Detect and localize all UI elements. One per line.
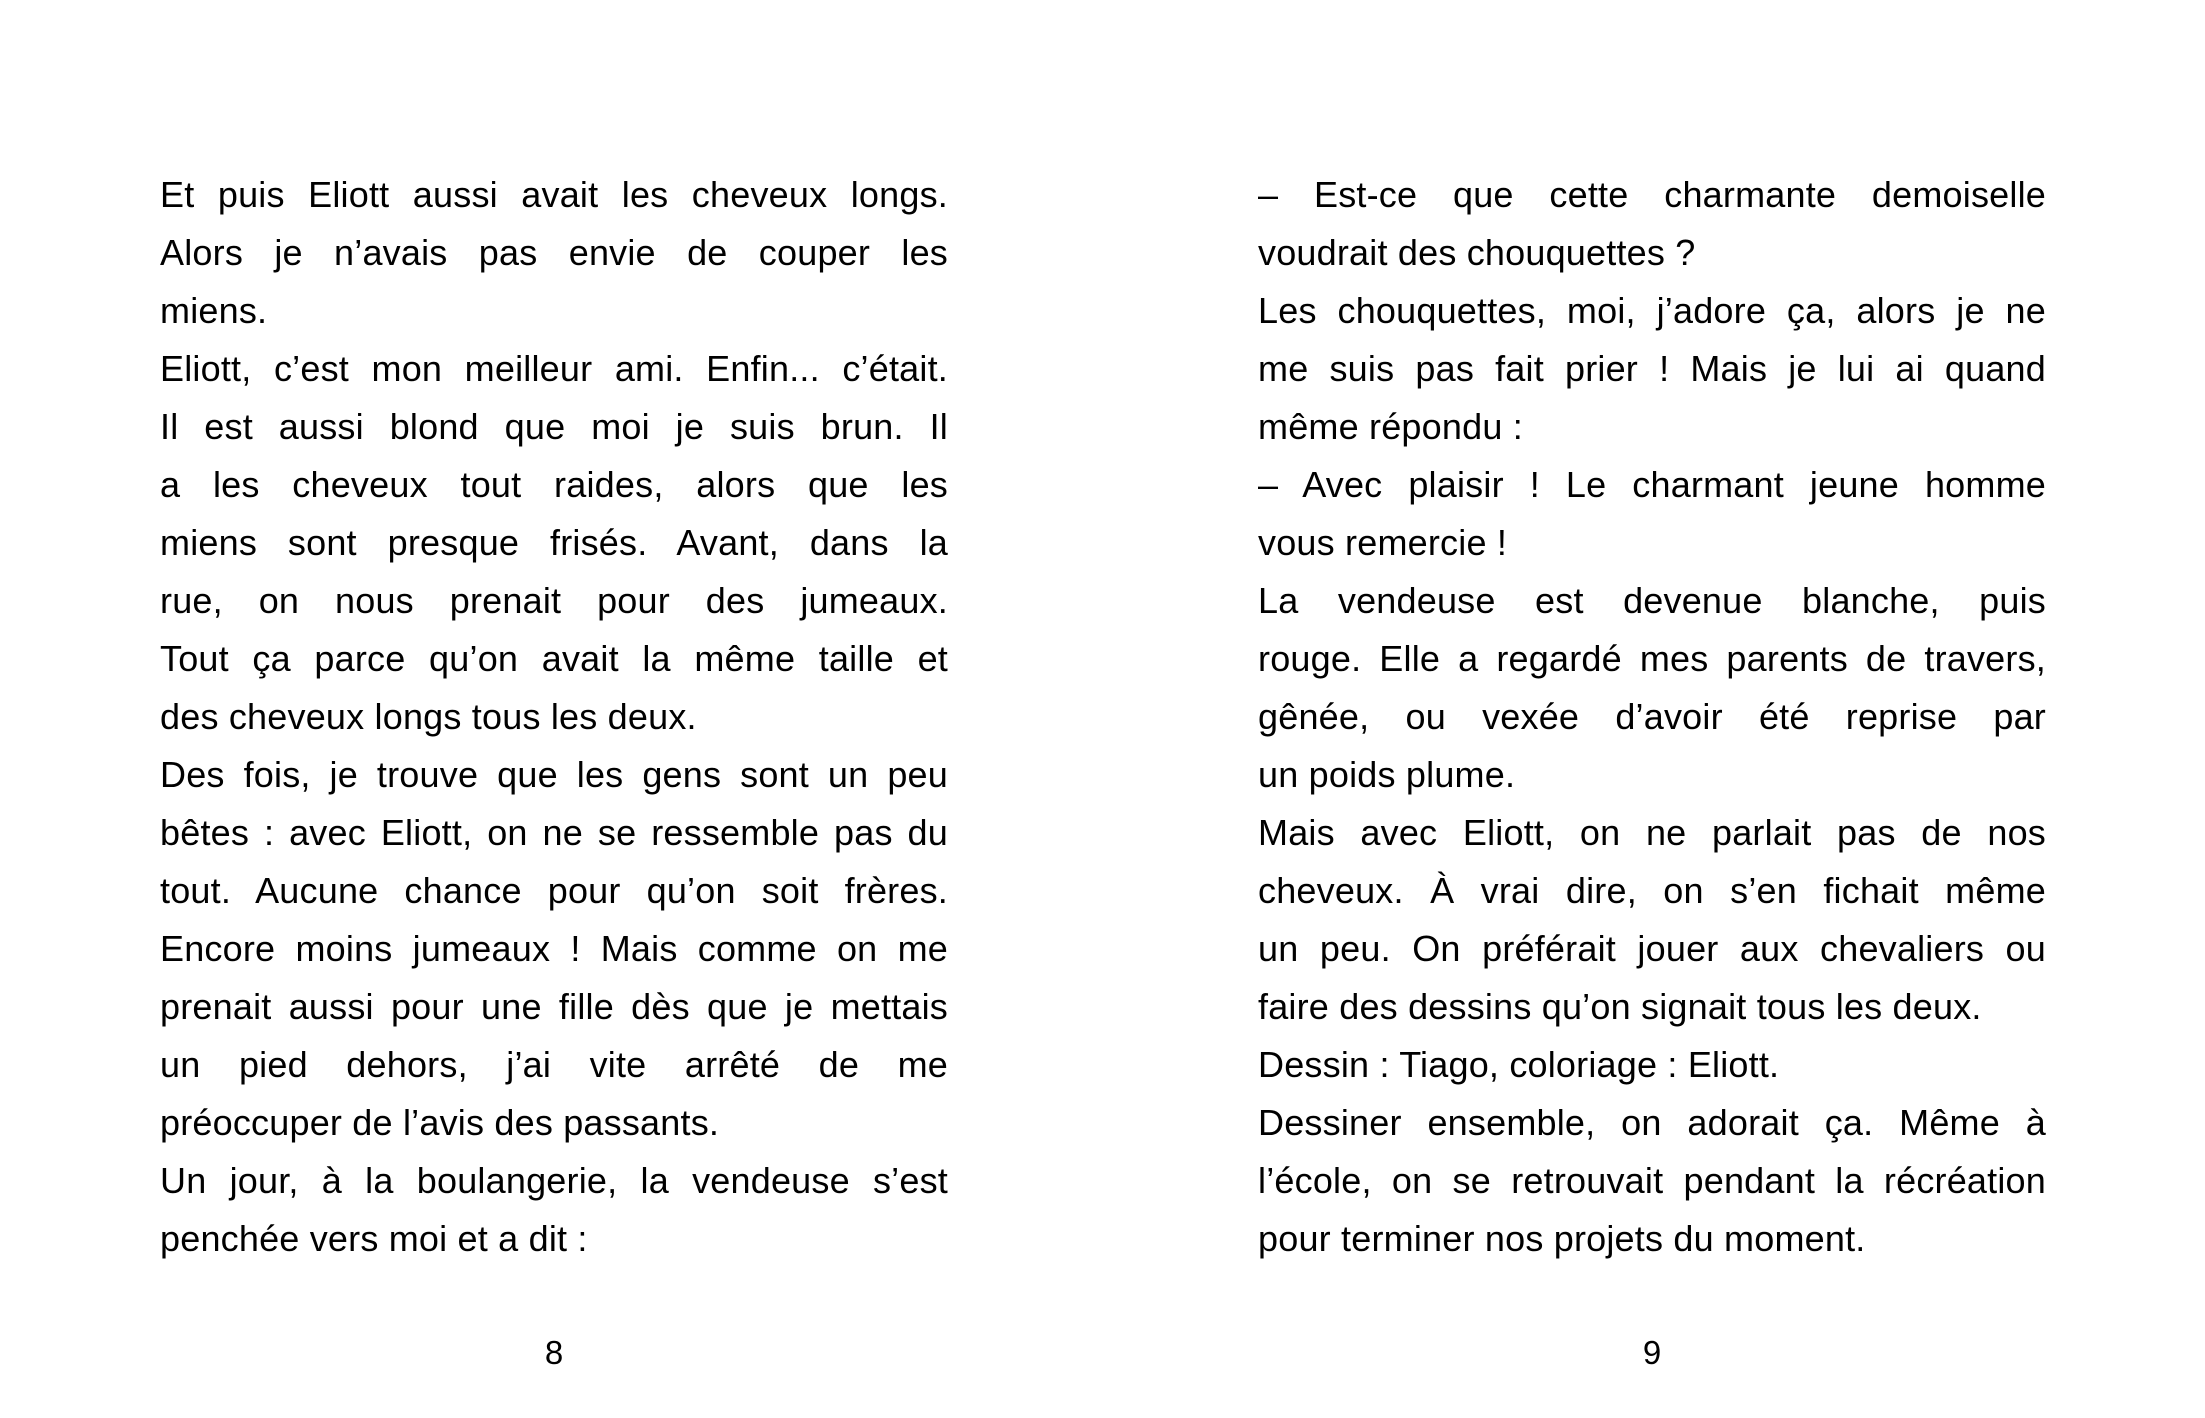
text-line: Il est aussi blond que moi je suis brun. Il [160,406,948,447]
text-line: a les cheveux tout raides, alors que les [160,464,948,505]
text-line: Mais avec Eliott, on ne parlait pas de nos [1258,812,2046,853]
text-line: me suis pas fait prier ! Mais je lui ai quand [1258,348,2046,389]
text-line: Dessin : Tiago, coloriage : Eliott. [1258,1044,1780,1085]
text-line: Alors je n’avais pas envie de couper les [160,232,948,273]
text-line: penchée vers moi et a dit : [160,1218,588,1259]
text-line: un peu. On préférait jouer aux chevaliers ou [1258,928,2046,969]
text-line: même répondu : [1258,406,1523,447]
text-line: préoccuper de l’avis des passants. [160,1102,720,1143]
text-line: cheveux. À vrai dire, on s’en fichait même [1258,870,2046,911]
text-line: gênée, ou vexée d’avoir été reprise par [1258,696,2046,737]
text-line: voudrait des chouquettes ? [1258,232,1696,273]
text-line: miens. [160,290,268,331]
text-line: vous remercie ! [1258,522,1508,563]
text-line: des cheveux longs tous les deux. [160,696,697,737]
text-line: un pied dehors, j’ai vite arrêté de me [160,1044,948,1085]
text-line: Des fois, je trouve que les gens sont un peu [160,754,948,795]
text-line: Un jour, à la boulangerie, la vendeuse s’est [160,1160,948,1201]
text-line: rouge. Elle a regardé mes parents de travers, [1258,638,2046,679]
text-line: faire des dessins qu’on signait tous les deux. [1258,986,1982,1027]
text-line: Eliott, c’est mon meilleur ami. Enfin... c’était. [160,348,948,389]
text-line: prenait aussi pour une fille dès que je mettais [160,986,948,1027]
text-line: Tout ça parce qu’on avait la même taille et [160,638,948,679]
text-line: – Est-ce que cette charmante demoiselle [1258,174,2046,215]
text-line: tout. Aucune chance pour qu’on soit frères. [160,870,948,911]
text-line: bêtes : avec Eliott, on ne se ressemble pas du [160,812,948,853]
text-line: Dessiner ensemble, on adorait ça. Même à [1258,1102,2046,1143]
page-number-right: 9 [1642,1334,1662,1371]
text-line: pour terminer nos projets du moment. [1258,1218,1866,1259]
text-line: La vendeuse est devenue blanche, puis [1258,580,2046,621]
text-line: Les chouquettes, moi, j’adore ça, alors je ne [1258,290,2046,331]
page-right-text [1258,166,2046,1268]
text-line: un poids plume. [1258,754,1516,795]
page-left-text [160,166,948,1268]
text-line: rue, on nous prenait pour des jumeaux. [160,580,948,621]
text-line: – Avec plaisir ! Le charmant jeune homme [1258,464,2046,505]
text-line: Encore moins jumeaux ! Mais comme on me [160,928,948,969]
page-number-left: 8 [544,1334,564,1371]
text-line: miens sont presque frisés. Avant, dans la [160,522,948,563]
text-line: l’école, on se retrouvait pendant la récréation [1258,1160,2046,1201]
text-line: Et puis Eliott aussi avait les cheveux longs. [160,174,948,215]
